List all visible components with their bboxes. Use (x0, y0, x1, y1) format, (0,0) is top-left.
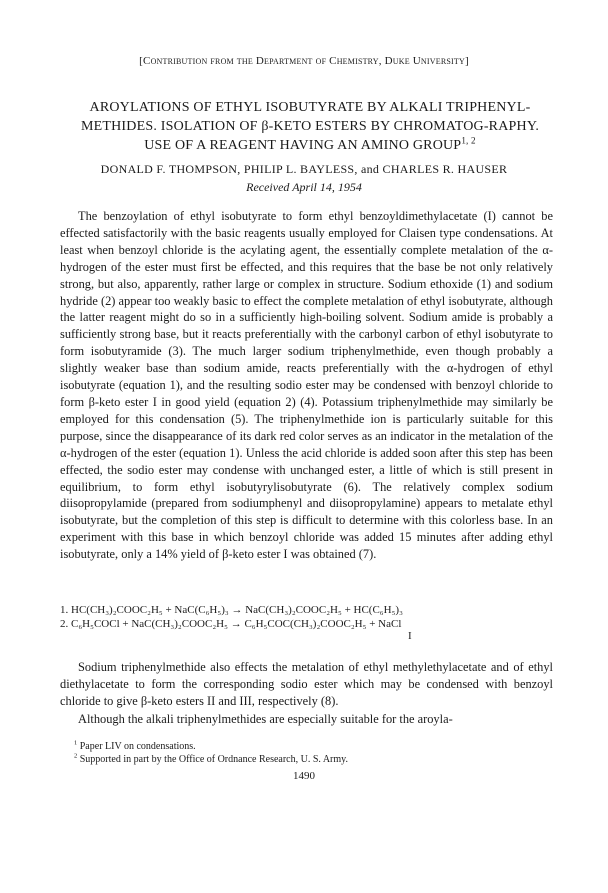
footnote-2-mark: 2 (74, 752, 78, 760)
title-text: AROYLATIONS OF ETHYL ISOBUTYRATE BY ALKALI TRIPHENYL-METHIDES. ISOLATION OF β-KETO ESTERS BY CHROMATOG-RAPHY. USE OF A REAGENT HAVING AN AMINO GROUP (80, 100, 540, 153)
paragraph-1: The benzoylation of ethyl isobutyrate to form ethyl benzoyldimethylacetate (I) cannot be effected satisfactorily with the basic reagents usually employed for Claisen type condensations. At least when benzoyl chloride is the acylating agent, the essentially complete metalation of the α-hydrogen of the ester must first be effected, and this requires that the base be not only relatively strong, but also, apparently, rather large or complex in structure. Sodium ethoxide (1) and sodium hydride (2) appear too weakly basic to effect the complete metalation of ethyl isobutyrate, although the latter reagent might do so in a sufficiently high-boiling solvent. Sodium amide is probably a sufficiently strong base, but it reacts preferentially with the carbonyl carbon of ethyl isobutyrate to form isobutyramide (3). The much larger sodium triphenylmethide, even though probably a slightly weaker base than sodium amide, reacts preferentially with the α-hydrogen of ethyl isobutyrate (equation 1), and the resulting sodio ester may be condensed with benzoyl chloride to form β-keto ester I in good yield (equation 2) (4). Potassium triphenylmethide may similarly be employed for this condensation (5). The triphenylmethide ion is particularly suitable for this purpose, since the disappearance of its dark red color serves as an indicator in the metalation of the α-hydrogen of the ester (equation 1). Unless the acid chloride is added soon after this step has been effected, the sodio ester may condense with unchanged ester, a little of which is still present in equilibrium, to form ethyl isobutyrylisobutyrate (6). The relatively complex sodium diisopropylamide (prepared from sodiumphenyl and diisopropylamine) appears to metalate ethyl isobutyrate, but the completion of this step is difficult to determine with this colorless base. In an experiment with this base in which benzoyl chloride was added 15 minutes after adding ethyl isobutyrate, only a 14% yield of β-keto ester I was obtained (7). (60, 209, 553, 562)
equation-1-text: HC(CH₃)₂COOC₂H₅ + NaC(C₆H₅)₃ → NaC(CH₃)₂COOC₂H₅ + HC(C₆H₅)₃ (71, 604, 403, 616)
paragraph-2: Sodium triphenylmethide also effects the metalation of ethyl methylethylacetate and of ethyl diethylacetate to form the corresponding sodio ester which may be condensed with benzoyl chloride to give β-keto esters II and III, respectively (8). (60, 660, 553, 708)
equation-block (60, 603, 560, 631)
footnote-1-text: Paper LIV on condensations. (79, 741, 196, 752)
author-list: DONALD F. THOMPSON, PHILIP L. BAYLESS, and CHARLES R. HAUSER (100, 162, 508, 176)
page-number: 1490 (293, 770, 315, 782)
equation-1 (60, 603, 560, 617)
contribution-line: [Contribution from the Department of Chemistry, Duke University] (139, 55, 469, 67)
title-footnote-marks: 1, 2 (461, 135, 476, 146)
footnote-1-mark: 1 (74, 739, 78, 747)
article-title (80, 98, 540, 155)
paragraph-3: Although the alkali triphenylmethides are especially suitable for the aroyla- (78, 712, 453, 726)
equation-2-product-label: I (408, 630, 412, 642)
equation-2-text: C₆H₅COCl + NaC(CH₃)₂COOC₂H₅ → C₆H₅COC(CH₃)₂COOC₂H₅ + NaCl (71, 618, 402, 630)
equation-1-number: 1. (60, 604, 69, 616)
footnote-2-text: Supported in part by the Office of Ordnance Research, U. S. Army. (79, 754, 349, 765)
footnote-2 (74, 753, 348, 766)
equation-2-number: 2. (60, 618, 69, 630)
received-date: Received April 14, 1954 (246, 180, 362, 194)
footnote-1 (74, 740, 196, 753)
equation-2 (60, 617, 560, 631)
